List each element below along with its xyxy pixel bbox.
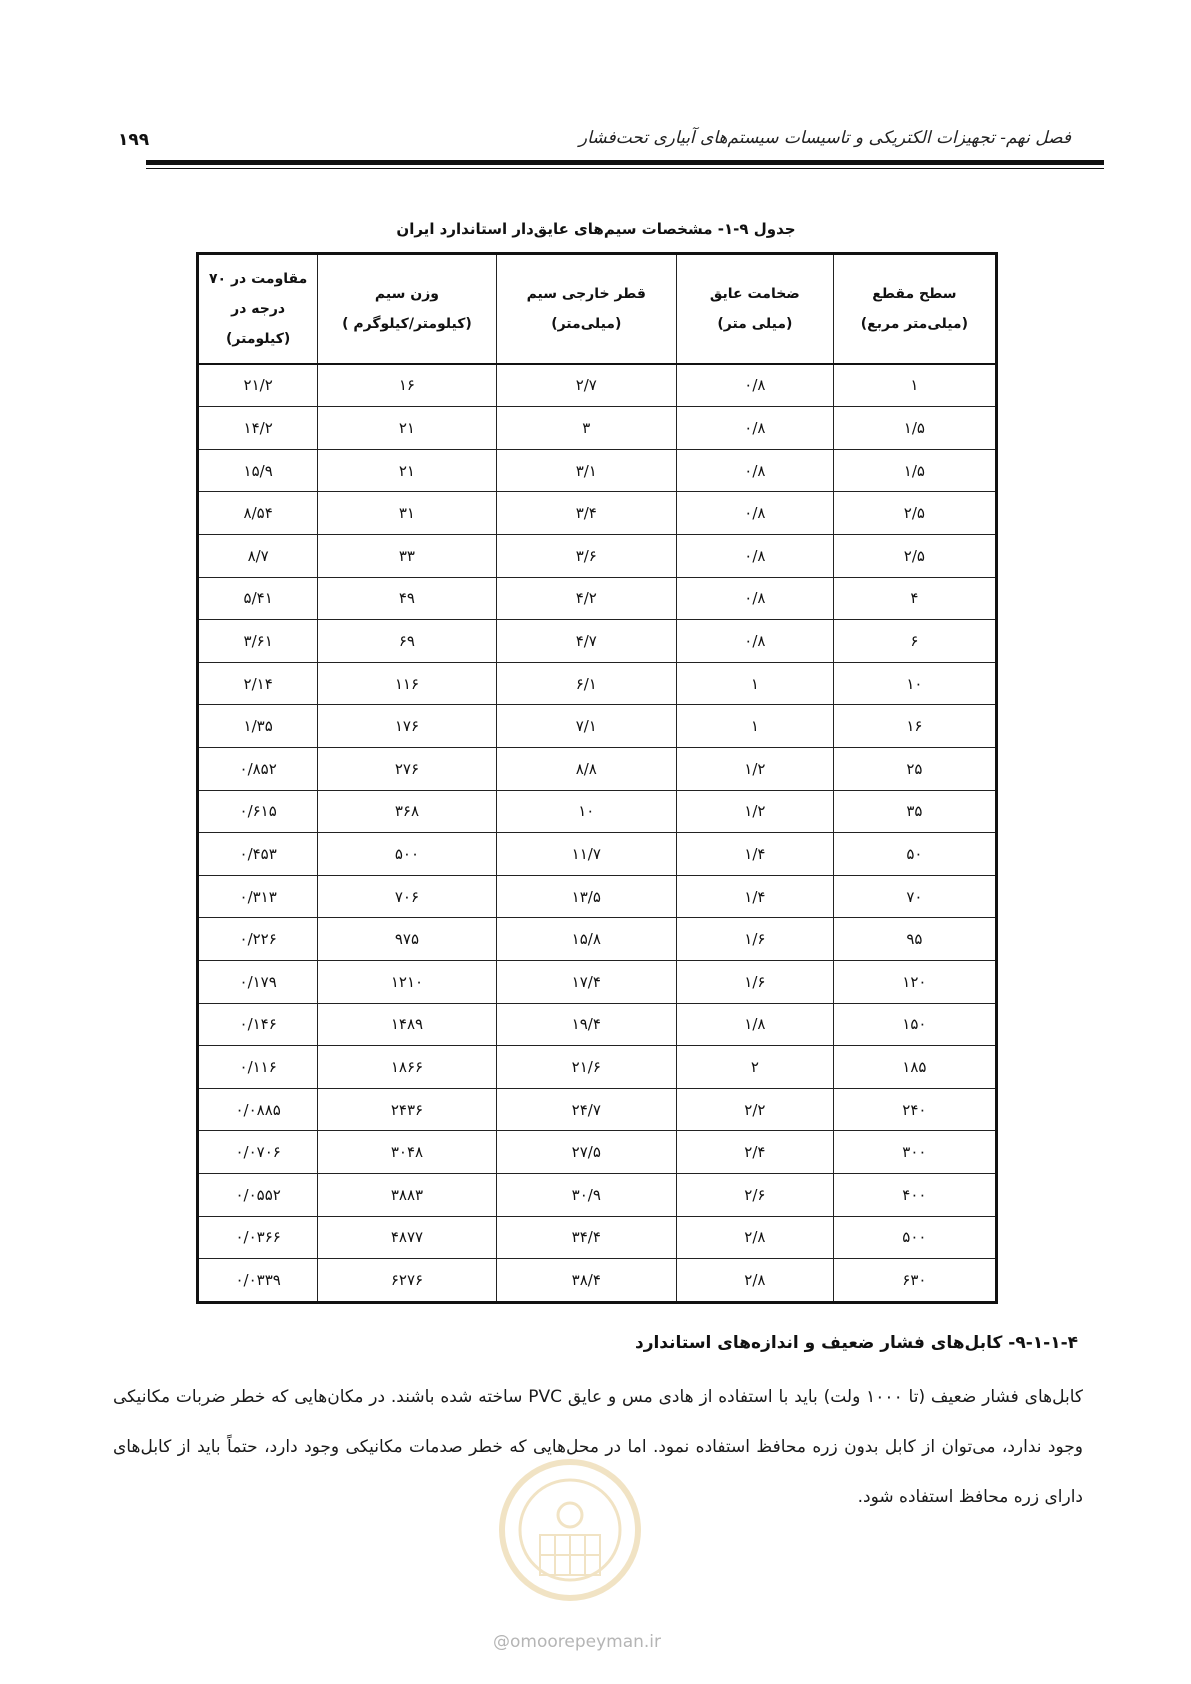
cell-insulation-thickness: ۰/۸ bbox=[676, 364, 833, 407]
cell-cross-section: ۶۳۰ bbox=[833, 1259, 996, 1303]
table-row bbox=[198, 961, 997, 1004]
cell-resistance: ۰/۱۴۶ bbox=[198, 1003, 318, 1046]
cell-cross-section: ۹۵ bbox=[833, 918, 996, 961]
table-row bbox=[198, 364, 997, 407]
cell-insulation-thickness: ۱/۲ bbox=[676, 790, 833, 833]
cell-resistance: ۰/۱۱۶ bbox=[198, 1046, 318, 1089]
cell-insulation-thickness: ۱ bbox=[676, 705, 833, 748]
section-heading: ۹-۱-۱-۴- کابل‌های فشار ضعیف و اندازه‌های استاندارد bbox=[634, 1333, 1078, 1353]
watermark-seal-icon bbox=[495, 1455, 645, 1605]
cell-cross-section: ۲۵ bbox=[833, 747, 996, 790]
table-row bbox=[198, 662, 997, 705]
cell-weight: ۲۷۶ bbox=[318, 747, 496, 790]
cell-cross-section: ۱۶ bbox=[833, 705, 996, 748]
cell-resistance: ۵/۴۱ bbox=[198, 577, 318, 620]
table-caption: جدول ۹-۱- مشخصات سیم‌های عایق‌دار استاندارد ایران bbox=[396, 220, 796, 238]
cell-outer-diameter: ۳/۱ bbox=[496, 449, 676, 492]
cell-cross-section: ۳۵ bbox=[833, 790, 996, 833]
cell-resistance: ۰/۶۱۵ bbox=[198, 790, 318, 833]
table-row bbox=[198, 1174, 997, 1217]
cell-cross-section: ۵۰ bbox=[833, 833, 996, 876]
cell-resistance: ۳/۶۱ bbox=[198, 620, 318, 663]
table-row bbox=[198, 1216, 997, 1259]
cell-weight: ۳۳ bbox=[318, 534, 496, 577]
cell-outer-diameter: ۱۵/۸ bbox=[496, 918, 676, 961]
cell-insulation-thickness: ۱/۴ bbox=[676, 875, 833, 918]
cell-outer-diameter: ۳/۴ bbox=[496, 492, 676, 535]
cell-resistance: ۰/۸۵۲ bbox=[198, 747, 318, 790]
cell-resistance: ۱۴/۲ bbox=[198, 407, 318, 450]
cell-cross-section: ۴۰۰ bbox=[833, 1174, 996, 1217]
cell-outer-diameter: ۲۷/۵ bbox=[496, 1131, 676, 1174]
cell-weight: ۷۰۶ bbox=[318, 875, 496, 918]
cell-weight: ۳۱ bbox=[318, 492, 496, 535]
cell-resistance: ۰/۰۵۵۲ bbox=[198, 1174, 318, 1217]
cell-resistance: ۰/۰۷۰۶ bbox=[198, 1131, 318, 1174]
cell-cross-section: ۱/۵ bbox=[833, 449, 996, 492]
cell-insulation-thickness: ۰/۸ bbox=[676, 407, 833, 450]
header-rule-thick bbox=[146, 160, 1104, 165]
cell-cross-section: ۱ bbox=[833, 364, 996, 407]
cell-insulation-thickness: ۲ bbox=[676, 1046, 833, 1089]
header-insulation-thickness: ضخامت عایق (میلی متر) bbox=[676, 254, 833, 364]
cell-insulation-thickness: ۱/۶ bbox=[676, 918, 833, 961]
watermark-url: @omoorepeyman.ir bbox=[493, 1632, 662, 1652]
cell-cross-section: ۱/۵ bbox=[833, 407, 996, 450]
table-body bbox=[198, 364, 997, 1303]
cell-insulation-thickness: ۲/۴ bbox=[676, 1131, 833, 1174]
table-row bbox=[198, 1003, 997, 1046]
cell-resistance: ۲۱/۲ bbox=[198, 364, 318, 407]
cell-weight: ۳۸۸۳ bbox=[318, 1174, 496, 1217]
header-outer-diameter: قطر خارجی سیم (میلی‌متر) bbox=[496, 254, 676, 364]
table-row bbox=[198, 492, 997, 535]
cell-insulation-thickness: ۰/۸ bbox=[676, 577, 833, 620]
cell-weight: ۳۰۴۸ bbox=[318, 1131, 496, 1174]
table-row bbox=[198, 534, 997, 577]
header-rule-thin bbox=[146, 168, 1104, 169]
body-paragraph: کابل‌های فشار ضعیف (تا ۱۰۰۰ ولت) باید با استفاده از هادی مس و عایق PVC ساخته شده باشند. در مکان‌هایی که خطر ضربات مکانیکی وجود ندارد، می‌توان از کابل بدون زره محافظ استفاده نمود. اما در محل‌هایی که خطر صدمات مکانیکی وجود دارد، حتماً باید از کابل‌های دارای زره محافظ استفاده شود. bbox=[113, 1387, 1083, 1507]
table-row bbox=[198, 577, 997, 620]
cell-cross-section: ۱۲۰ bbox=[833, 961, 996, 1004]
table-row bbox=[198, 790, 997, 833]
table-row bbox=[198, 1131, 997, 1174]
cell-weight: ۴۸۷۷ bbox=[318, 1216, 496, 1259]
cell-cross-section: ۲/۵ bbox=[833, 534, 996, 577]
running-header-title: فصل نهم- تجهیزات الکتریکی و تاسیسات سیستم‌های آبیاری تحت‌فشار bbox=[578, 128, 1071, 148]
cell-outer-diameter: ۲/۷ bbox=[496, 364, 676, 407]
cell-outer-diameter: ۷/۱ bbox=[496, 705, 676, 748]
cell-resistance: ۰/۴۵۳ bbox=[198, 833, 318, 876]
table-row bbox=[198, 1088, 997, 1131]
cell-insulation-thickness: ۰/۸ bbox=[676, 492, 833, 535]
cell-weight: ۵۰۰ bbox=[318, 833, 496, 876]
cell-outer-diameter: ۳۴/۴ bbox=[496, 1216, 676, 1259]
cell-resistance: ۰/۰۳۶۶ bbox=[198, 1216, 318, 1259]
cell-weight: ۲۱ bbox=[318, 449, 496, 492]
cell-weight: ۲۴۳۶ bbox=[318, 1088, 496, 1131]
cell-weight: ۹۷۵ bbox=[318, 918, 496, 961]
table-row bbox=[198, 407, 997, 450]
cell-weight: ۴۹ bbox=[318, 577, 496, 620]
cell-cross-section: ۶ bbox=[833, 620, 996, 663]
cell-resistance: ۰/۱۷۹ bbox=[198, 961, 318, 1004]
cell-resistance: ۰/۳۱۳ bbox=[198, 875, 318, 918]
cell-outer-diameter: ۲۴/۷ bbox=[496, 1088, 676, 1131]
cell-outer-diameter: ۸/۸ bbox=[496, 747, 676, 790]
cell-insulation-thickness: ۱/۶ bbox=[676, 961, 833, 1004]
table-row bbox=[198, 875, 997, 918]
cell-cross-section: ۵۰۰ bbox=[833, 1216, 996, 1259]
cell-outer-diameter: ۴/۷ bbox=[496, 620, 676, 663]
cell-outer-diameter: ۱۱/۷ bbox=[496, 833, 676, 876]
table-row bbox=[198, 705, 997, 748]
cell-resistance: ۰/۰۸۸۵ bbox=[198, 1088, 318, 1131]
cable-spec-table bbox=[196, 252, 998, 1304]
cell-cross-section: ۱۸۵ bbox=[833, 1046, 996, 1089]
cell-weight: ۶۲۷۶ bbox=[318, 1259, 496, 1303]
cell-weight: ۱۴۸۹ bbox=[318, 1003, 496, 1046]
cell-weight: ۱۶ bbox=[318, 364, 496, 407]
cell-outer-diameter: ۳ bbox=[496, 407, 676, 450]
cell-insulation-thickness: ۱/۸ bbox=[676, 1003, 833, 1046]
cell-weight: ۱۸۶۶ bbox=[318, 1046, 496, 1089]
cell-insulation-thickness: ۰/۸ bbox=[676, 449, 833, 492]
table-row bbox=[198, 747, 997, 790]
cell-outer-diameter: ۳۰/۹ bbox=[496, 1174, 676, 1217]
cell-resistance: ۸/۵۴ bbox=[198, 492, 318, 535]
cell-resistance: ۱۵/۹ bbox=[198, 449, 318, 492]
page-number: ۱۹۹ bbox=[118, 130, 150, 150]
cell-resistance: ۸/۷ bbox=[198, 534, 318, 577]
header-weight: وزن سیم (کیلومتر/کیلوگرم ) bbox=[318, 254, 496, 364]
cell-resistance: ۰/۲۲۶ bbox=[198, 918, 318, 961]
cell-outer-diameter: ۴/۲ bbox=[496, 577, 676, 620]
cell-cross-section: ۴ bbox=[833, 577, 996, 620]
cell-weight: ۶۹ bbox=[318, 620, 496, 663]
cell-insulation-thickness: ۱/۴ bbox=[676, 833, 833, 876]
cell-outer-diameter: ۱۰ bbox=[496, 790, 676, 833]
table-row bbox=[198, 1046, 997, 1089]
cell-outer-diameter: ۱۷/۴ bbox=[496, 961, 676, 1004]
table-row bbox=[198, 918, 997, 961]
cell-outer-diameter: ۱۹/۴ bbox=[496, 1003, 676, 1046]
cell-insulation-thickness: ۲/۲ bbox=[676, 1088, 833, 1131]
table-row bbox=[198, 833, 997, 876]
cell-insulation-thickness: ۱ bbox=[676, 662, 833, 705]
cell-cross-section: ۱۵۰ bbox=[833, 1003, 996, 1046]
cell-outer-diameter: ۳/۶ bbox=[496, 534, 676, 577]
table-row bbox=[198, 1259, 997, 1303]
table-row bbox=[198, 449, 997, 492]
cell-cross-section: ۷۰ bbox=[833, 875, 996, 918]
cell-cross-section: ۱۰ bbox=[833, 662, 996, 705]
cell-insulation-thickness: ۲/۶ bbox=[676, 1174, 833, 1217]
cell-resistance: ۰/۰۳۳۹ bbox=[198, 1259, 318, 1303]
cell-outer-diameter: ۶/۱ bbox=[496, 662, 676, 705]
cell-insulation-thickness: ۰/۸ bbox=[676, 620, 833, 663]
table-header-row bbox=[198, 254, 997, 364]
cell-insulation-thickness: ۲/۸ bbox=[676, 1216, 833, 1259]
cell-cross-section: ۳۰۰ bbox=[833, 1131, 996, 1174]
cell-resistance: ۲/۱۴ bbox=[198, 662, 318, 705]
cell-insulation-thickness: ۰/۸ bbox=[676, 534, 833, 577]
header-cross-section: سطح مقطع (میلی‌متر مربع) bbox=[833, 254, 996, 364]
cell-resistance: ۱/۳۵ bbox=[198, 705, 318, 748]
cell-weight: ۲۱ bbox=[318, 407, 496, 450]
cell-cross-section: ۲/۵ bbox=[833, 492, 996, 535]
header-resistance: مقاومت در ۷۰ درجه در (کیلومتر) bbox=[198, 254, 318, 364]
cell-weight: ۱۷۶ bbox=[318, 705, 496, 748]
table-row bbox=[198, 620, 997, 663]
cell-outer-diameter: ۱۳/۵ bbox=[496, 875, 676, 918]
cell-weight: ۳۶۸ bbox=[318, 790, 496, 833]
cell-outer-diameter: ۳۸/۴ bbox=[496, 1259, 676, 1303]
cell-cross-section: ۲۴۰ bbox=[833, 1088, 996, 1131]
cell-outer-diameter: ۲۱/۶ bbox=[496, 1046, 676, 1089]
cell-insulation-thickness: ۲/۸ bbox=[676, 1259, 833, 1303]
cell-insulation-thickness: ۱/۲ bbox=[676, 747, 833, 790]
cell-weight: ۱۱۶ bbox=[318, 662, 496, 705]
cell-weight: ۱۲۱۰ bbox=[318, 961, 496, 1004]
